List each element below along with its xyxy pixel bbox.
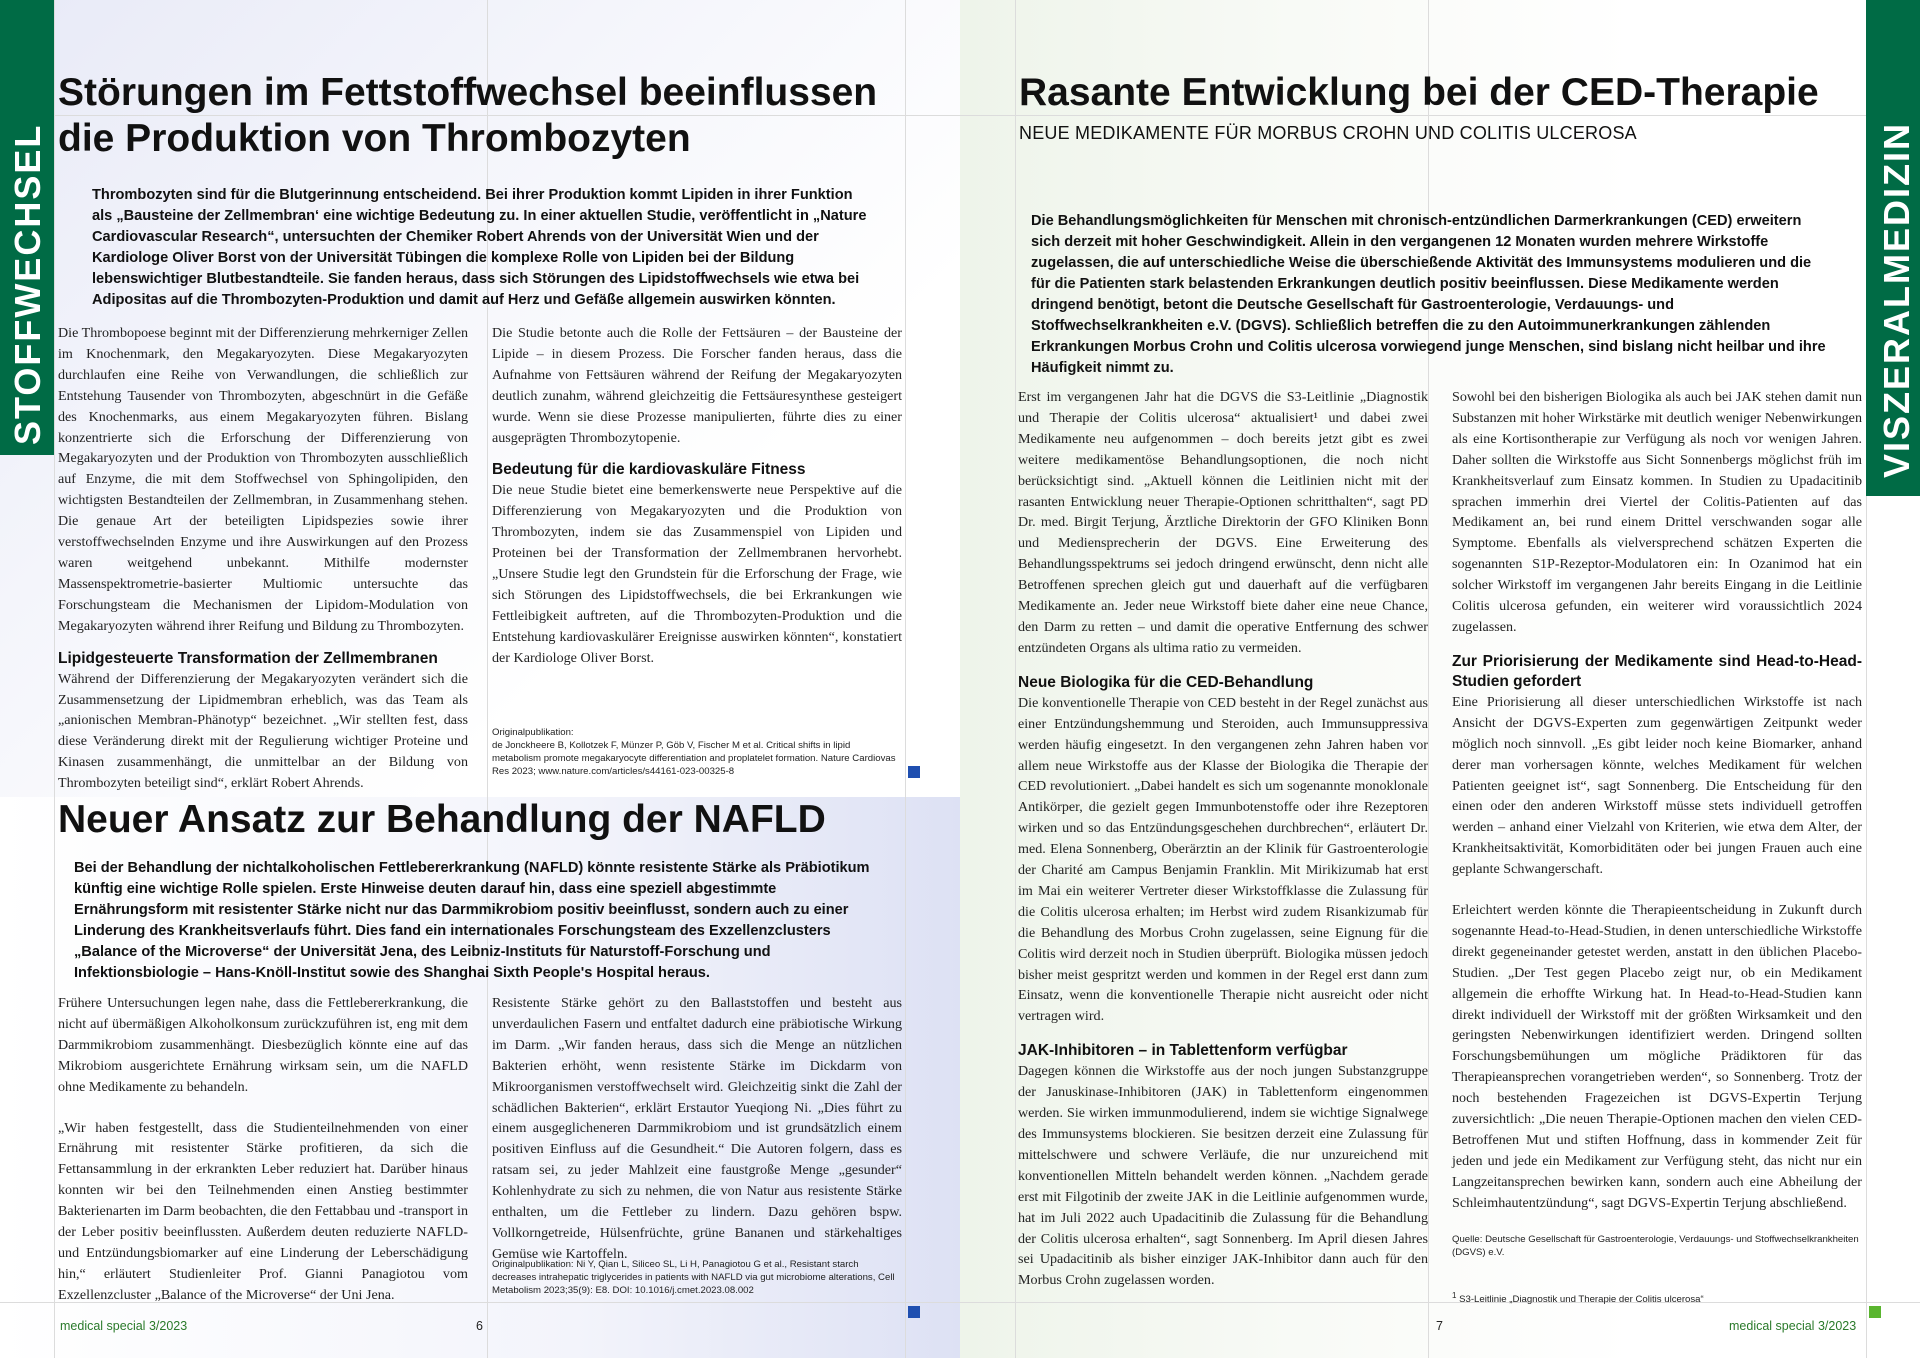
left-edge-line <box>905 0 906 1358</box>
magazine-name: medical special <box>1729 1319 1815 1333</box>
footnote-text: S3-Leitlinie „Diagnostik und Therapie der Colitis ulcerosa“ <box>1459 1294 1704 1306</box>
body-paragraph: Erleichtert werden könnte die Therapieentscheidung in Zukunft durch sogenannte Head-to-Head-Studien, in denen unterschiedliche Wirkstoffe direkt gegeneinander getestet werden, anstatt in den üblichen Placebo-Studien. „Der Test gegen Placebo zeigt nur, ob ein Medikament allgemein die erhoffte Wirkung hat. In Head-to-Head-Studien kann direkt individuell der Wirkstoff mit der größten Wirksamkeit und den geringsten Nebenwirkungen identifiziert werden. Dringend sollten Forschungsbemühungen um mögliche Prädiktoren für das Therapieansprechen vorangetrieben werden“, so Sonnenberg. Trotz der noch bestehenden Fragezeichen ist DGVS-Expertin Terjung zuversichtlich: „Die neuen Therapie-Optionen machen den vielen CED-Betroffenen Mut und stiften Hoffnung, dass in kommender Zeit für jeden und jede ein Medikament zur Verfügung steht, das nicht nur ein Langzeitansprechen bewirken kann, sondern auch eine Abheilung der Schleimhautentzündung“, sagt DGVS-Expertin Terjung abschließend. <box>1452 902 1862 1211</box>
body-paragraph: Sowohl bei den bisherigen Biologika als auch bei JAK stehen damit nun Substanzen mit hoher Wirkstärke mit deutlich weniger Nebenwirkungen als eine Kortisontherapie zur Verfügung als noch vor wenigen Jahren. Daher sollten die Wirkstoffe aus Sicht Sonnenbergs möglichst früh im Krankheitsverlauf zum Einsatz kommen. In Studien zu Upadacitinib sprachen immerhin drei Viertel der Colitis-Patienten auf das Medikament an, bei rund einem Drittel verschwanden sogar alle Symptome. Ebenfalls als vielversprechend schätzen Experten die sogenannten S1P-Rezeptor-Modulatoren ein: In Ozanimod hat ein solcher Wirkstoff im vergangenen Jahr bereits Eingang in die Leitlinie Colitis ulcerosa gefunden, ein weiterer wird voraussichtlich 2024 zugelassen. <box>1452 389 1862 635</box>
body-paragraph: Während der Differenzierung der Megakaryozyten verändert sich die Zusammensetzung der Lipidmembran erheblich, was das Team als „anionischen Membran-Phänotyp“ bezeichnet. „Wir stellten fest, dass diese Veränderung direkt mit der Regulierung wichtiger Proteine und Kinasen zusammenhängt, die unmittelbar an der Bildung von Thrombozyten beteiligt sind“, erklärt Robert Ahrends. <box>58 670 468 792</box>
article-lead: Thrombozyten sind für die Blutgerinnung entscheidend. Bei ihrer Produktion kommt Lipiden in ihrer Funktion als „Bausteine der Zellmembran‘ eine wichtige Bedeutung zu. In einer aktuellen Studie, veröffentlicht in „Nature Cardiovascular Research“, untersuchten der Chemiker Robert Ahrends von der Universität Wien und der Kardiologe Oliver Borst von der Universität Tübingen die komplexe Rolle von Lipiden bei der Bildung lebenswichtiger Blutbestandteile. Sie fanden heraus, dass sich Störungen des Lipidstoffwechsels wie etwa bei Adipositas auf die Thrombozyten-Produktion und damit auf Herz und Gefäße allgemein auswirken könnten. <box>92 187 867 308</box>
subheading: Zur Priorisierung der Medikamente sind Head-to-Head-Studien gefordert <box>1452 652 1862 690</box>
right-margin-line <box>1015 0 1016 1358</box>
footnote-number: 1 <box>1452 1291 1457 1300</box>
subheading: Bedeutung für die kardiovaskuläre Fitness <box>492 461 806 479</box>
article-column-1 <box>58 993 468 1326</box>
footer-magazine <box>60 1319 187 1333</box>
body-paragraph: Die konventionelle Therapie von CED besteht in der Regel zunächst aus einer Entzündungshemmung und Steroiden, auch Immunsuppressiva werden häufig eingesetzt. In den vergangenen zehn Jahren haben vor allem neue Wirkstoffe aus der Klasse der Biologika die Therapie der CED revolutioniert. „Dabei handelt es sich um sogenannte monoklonale Antikörper, die gezielt gegen Immunbotenstoffe oder ihre Rezeptoren wirken und so das Entzündungsgeschehen durchbrechen“, erläutert Dr. med. Elena Sonnenberg, Oberärztin an der Klinik für Gastroenterologie der Charité am Campus Benjamin Franklin. Mit Mirikizumab hat erst im Mai ein weiterer Vertreter dieser Wirkstoffklasse die Zulassung für die Colitis ulcerosa erhalten; im Herbst wird zudem Risankizumab für die Behandlung des Morbus Crohn zugelassen, seine Eignung für die Colitis wird derzeit noch in Studien überprüft. Biologika müssen jedoch bisher meist gespritzt werden und kommen in der Regel erst dann zum Einsatz, wenn die konventionelle Therapie nicht ausreicht oder nicht vertragen wird. <box>1018 694 1428 1025</box>
article-lead: Die Behandlungsmöglichkeiten für Menschen mit chronisch-entzündlichen Darmerkrankungen (CED) erweitern sich derzeit mit hoher Geschwindigkeit. Allein in den vergangenen 12 Monaten wurden mehrere Wirkstoffe zugelassen, die auf unterschiedliche Weise die überschießende Aktivität des Immunsystems modulieren und die für die Patienten stark belastenden Erkrankungen deutlich positiv beeinflussen. Diese Medikamente werden dringend benötigt, betont die Deutsche Gesellschaft für Gastroenterologie, Verdauungs- und Stoffwechselkrankheiten e.V. (DGVS). Schließlich betreffen die zu den Autoimmunerkrankungen zählenden Erkrankungen Morbus Crohn und Colitis ulcerosa vorwiegend junge Menschen, sind bislang nicht heilbar und ihre Häufigkeit nimmt zu. <box>1031 213 1826 376</box>
end-marker-square <box>1869 1306 1881 1318</box>
left-margin-line <box>54 0 55 1358</box>
body-paragraph: Die neue Studie bietet eine bemerkenswerte neue Perspektive auf die Differenzierung von Megakaryozyten und die Produktion von Thrombozyten, indem sie das Zusammenspiel von Lipiden und Proteinen bei der Transformation der Zellmembranen hervorhebt. „Unsere Studie legt den Grundstein für die Erforschung der Frage, wie sich Störungen des Lipidstoffwechsels, die bei Erkrankungen wie Fettleibigkeit auftreten, auf die Thrombozyten-Produktion und die Entstehung kardiovaskulärer Ereignisse auswirken könnten“, konstatiert der Kardiologe Oliver Borst. <box>492 482 902 666</box>
footer-magazine <box>1729 1319 1856 1333</box>
body-paragraph: Resistente Stärke gehört zu den Ballaststoffen und besteht aus unverdaulichen Fasern und entfaltet dadurch eine präbiotische Wirkung im Darm. „Wir fanden heraus, dass sich die Menge an nützlichen Bakterien erhöht, wenn resistente Stärke im Dickdarm von Mikroorganismen verstoffwechselt wird. Gleichzeitig sinkt die Zahl der schädlichen Bakterien“, erklärt Erstautor Yueqiong Ni. „Dies führt zu einem ausgeglicheneren Darmmikrobiom und ist grundsätzlich einem positiven Einfluss auf die Gesundheit.“ Die Autoren folgern, dass es ratsam sei, zu jeder Mahlzeit eine faustgroße Menge „gesunder“ Kohlenhydrate zu sich zu nehmen, die von Natur aus resistente Stärke enthalten, um die Fettleber zu lindern. Dazu gehören bspw. Vollkorngetreide, Hülsenfrüchte, grüne Bananen und stärkehaltiges Gemüse wie Kartoffeln. <box>492 995 902 1262</box>
article-title: Rasante Entwicklung bei der CED-Therapie <box>1019 71 1819 114</box>
article-column-2 <box>492 993 902 1285</box>
body-paragraph: Die Thrombopoese beginnt mit der Differenzierung mehrkerniger Zellen im Knochenmark, den Megakaryozyten. Diese Megakaryozyten durchlaufen eine Reihe von Verwandlungen, die schließlich zur Entstehung Tausender von Thrombozyten, abgeschnürt in die Gefäße des Knochenmarks, aus einem Megakaryozyten führen. Bislang konzentrierte sich die Erforschung der Differenzierung von Megakaryozyten und der Produktion von Thrombozyten ausschließlich auf Enzyme, die mit dem Stoffwechsel von Sphingolipiden, den wichtigsten Bestandteilen der Zellmembran, in Zusammenhang stehen. Die genaue Art der beteiligten Lipidspezies sowie ihrer verstoffwechselnden Enzyme und ihre Auswirkungen auf den Prozess waren weitgehend unbekannt. Mithilfe modernster Massenspektrometrie-basierter Multiomic untersuchte das Forschungsteam die Mechanismen der Lipidom-Modulation von Megakaryozyten während ihrer Reifung und Bildung zu Thrombozyten. <box>58 325 469 634</box>
article-column-2 <box>1452 387 1862 1234</box>
section-tab-label: STOFFWECHSEL <box>7 123 48 445</box>
subheading: JAK-Inhibitoren – in Tablettenform verfügbar <box>1018 1042 1348 1060</box>
body-paragraph: „Wir haben festgestellt, dass die Studienteilnehmenden von einer Ernährung mit resistenter Stärke profitieren, da sich die Fettansammlung in der erkrankten Leber reduziert hat. Darüber hinaus konnten wir bei den Teilnehmenden einen Anstieg bestimmter Bakterienarten im Darm beobachten, die den Fettabbau und -transport in der Leber positiv beeinflussten. Außerdem deuten reduzierte NAFLD- und Entzündungsbiomarker auf eine Linderung der Leberschädigung hin,“ erläutert Studienleiter Prof. Gianni Panagiotou vom Exzellenzcluster „Balance of the Microverse“ der Uni Jena. <box>58 1119 468 1303</box>
body-paragraph: Frühere Untersuchungen legen nahe, dass die Fettlebererkrankung, die nicht auf übermäßigen Alkoholkonsum zurückzuführen ist, eng mit dem Darmmikrobiom zusammenhängt. Diesbezüglich könnte eine auf das Mikrobiom ausgerichtete Ernährung wirksam sein, um die NAFLD ohne Medikamente zu behandeln. <box>58 995 468 1095</box>
article-column-1 <box>1018 387 1428 1311</box>
section-tab-label: VISZERALMEDIZIN <box>1876 121 1917 478</box>
body-paragraph: Eine Priorisierung all dieser unterschiedlichen Wirkstoffe ist nach Ansicht der DGVS-Experten zum gegenwärtigen Zeitpunkt weder möglich noch sinnvoll. „Es gibt leider noch keine Biomarker, anhand derer man vorhersagen könnte, welches Medikament für welchen Patienten geeignet ist“, sagt Sonnenberg. Die Entscheidung für den einen oder den anderen Wirkstoff müsse stets individuell getroffen werden – anhand einer Vielzahl von Kriterien, wie etwa dem Alter, der Krankheitsaktivität, Komorbiditäten oder bei jungen Frauen auch eine geplante Schwangerschaft. <box>1452 693 1862 878</box>
source-text: de Jonckheere B, Kollotzek F, Münzer P, Göb V, Fischer M et al. Critical shifts in lipid metabolism promote megakaryocyte differentiation and proplatelet formation. Nature Cardiovas Res 2023; www.nature.com/articles/s44161-023-00325-8 <box>492 740 896 777</box>
end-marker-square <box>908 766 920 778</box>
section-tab-viszeralmedizin <box>1866 0 1920 496</box>
section-tab-stoffwechsel <box>0 0 54 455</box>
footnote <box>1452 1289 1862 1306</box>
article-title: Störungen im Fettstoffwechsel beeinflussen die Produktion von Thrombozyten <box>58 71 878 160</box>
article-subtitle: NEUE MEDIKAMENTE FÜR MORBUS CROHN UND COLITIS ULCEROSA <box>1019 123 1637 143</box>
source-label: Originalpublikation: <box>492 727 574 738</box>
right-gutter-line <box>1428 0 1429 1358</box>
magazine-issue: 3/2023 <box>1817 1319 1857 1333</box>
magazine-issue: 3/2023 <box>148 1319 188 1333</box>
end-marker-square <box>908 1306 920 1318</box>
article-column-1 <box>58 323 468 814</box>
body-paragraph: Die Studie betonte auch die Rolle der Fettsäuren – der Bausteine der Lipide – in diesem Prozess. Die Forscher fanden heraus, dass die Aufnahme von Fettsäuren während der Reifung der Megakaryozyten deutlich zunahm, während gleichzeitig die Fettsäuresynthese gesteigert wurde. Wenn sie diese Prozesse manipulierten, führte dies zu einer ausgeprägten Thrombozytopenie. <box>492 325 902 446</box>
source-citation: Originalpublikation: Ni Y, Qian L, Siliceo SL, Li H, Panagiotou G et al., Resistant starch decreases intrahepatic triglycerides in patients with NAFLD via gut microbiome alterations, Cell Metabolism 2023;35(9): E8. DOI: 10.1016/j.cmet.2023.08.002 <box>492 1259 895 1296</box>
article-title: Neuer Ansatz zur Behandlung der NAFLD <box>58 798 826 841</box>
article-lead: Bei der Behandlung der nichtalkoholischen Fettlebererkrankung (NAFLD) könnte resistente Stärke als Präbiotikum künftig eine wichtige Rolle spielen. Erste Hinweise deuten darauf hin, dass eine speziell abgestimmte Ernährungsform mit resistenter Stärke nicht nur das Darmmikrobiom positiv beeinflusst, sondern auch zu einer Linderung des Krankheitsverlaufs führt. Dies fand ein internationales Forschungsteam des Exzellenzclusters „Balance of the Microverse“ der Universität Jena, des Leibniz-Instituts für Naturstoff-Forschung und Infektionsbiologie – Hans-Knöll-Institut sowie des Shanghai Sixth People's Hospital heraus. <box>74 860 870 981</box>
magazine-name: medical special <box>60 1319 146 1333</box>
body-paragraph: Dagegen können die Wirkstoffe aus der noch jungen Substanzgruppe der Januskinase-Inhibitoren (JAK) in Tablettenform eingenommen werden. Sie wirken immunmodulierend, indem sie wichtige Signalwege des Immunsystems blockieren. Sie besitzen derzeit eine Zulassung für mittelschwere und schwere Verläufe, die nur unzureichend mit konventionellen Mitteln behandelt werden können. „Nachdem gerade erst mit Filgotinib der zweite JAK in die Leitlinie aufgenommen wurde, hat im Juli 2022 auch Upadacitinib die Zulassung für die Behandlung der Colitis ulcerosa erhalten“, sagt Sonnenberg. Im April diesen Jahres sei Upadacitinib als bisher einziger JAK-Inhibitor dann auch für den Morbus Crohn zugelassen worden. <box>1018 1063 1428 1289</box>
subheading: Neue Biologika für die CED-Behandlung <box>1018 673 1314 691</box>
page-number: 6 <box>476 1319 483 1333</box>
subheading: Lipidgesteuerte Transformation der Zellmembranen <box>58 649 438 667</box>
source-citation <box>492 726 902 778</box>
page-number: 7 <box>1436 1319 1443 1333</box>
body-paragraph: Erst im vergangenen Jahr hat die DGVS die S3-Leitlinie „Diagnostik und Therapie der Colitis ulcerosa“ aktualisiert¹ und dabei zwei Medikamente neu aufgenommen – doch bereits jetzt gibt es zwei weitere medikamentöse Behandlungsoptionen, die noch nicht berücksichtigt sind. „Aktuell können die Leitlinien nicht mit der rasanten Entwicklung neuer Therapie-Optionen schritthalten“, sagt PD Dr. med. Birgit Terjung, Ärztliche Direktorin der GFO Kliniken Bonn und Mediensprecherin der DGVS. Eine Erweiterung des Behandlungsspektrums sei jedoch dringend erwünscht, denn nicht alle Betroffenen sprechen gleich gut und dauerhaft auf die verfügbaren Medikamente an. Jeder neue Wirkstoff biete daher eine neue Chance, den Darm zu retten – und damit die operative Entfernung des schwer entzündeten Organs als ultima ratio zu vermeiden. <box>1018 389 1428 656</box>
source-citation: Quelle: Deutsche Gesellschaft für Gastroenterologie, Verdauungs- und Stoffwechselkrankheiten (DGVS) e.V. <box>1452 1234 1859 1258</box>
article-column-2 <box>492 323 902 689</box>
